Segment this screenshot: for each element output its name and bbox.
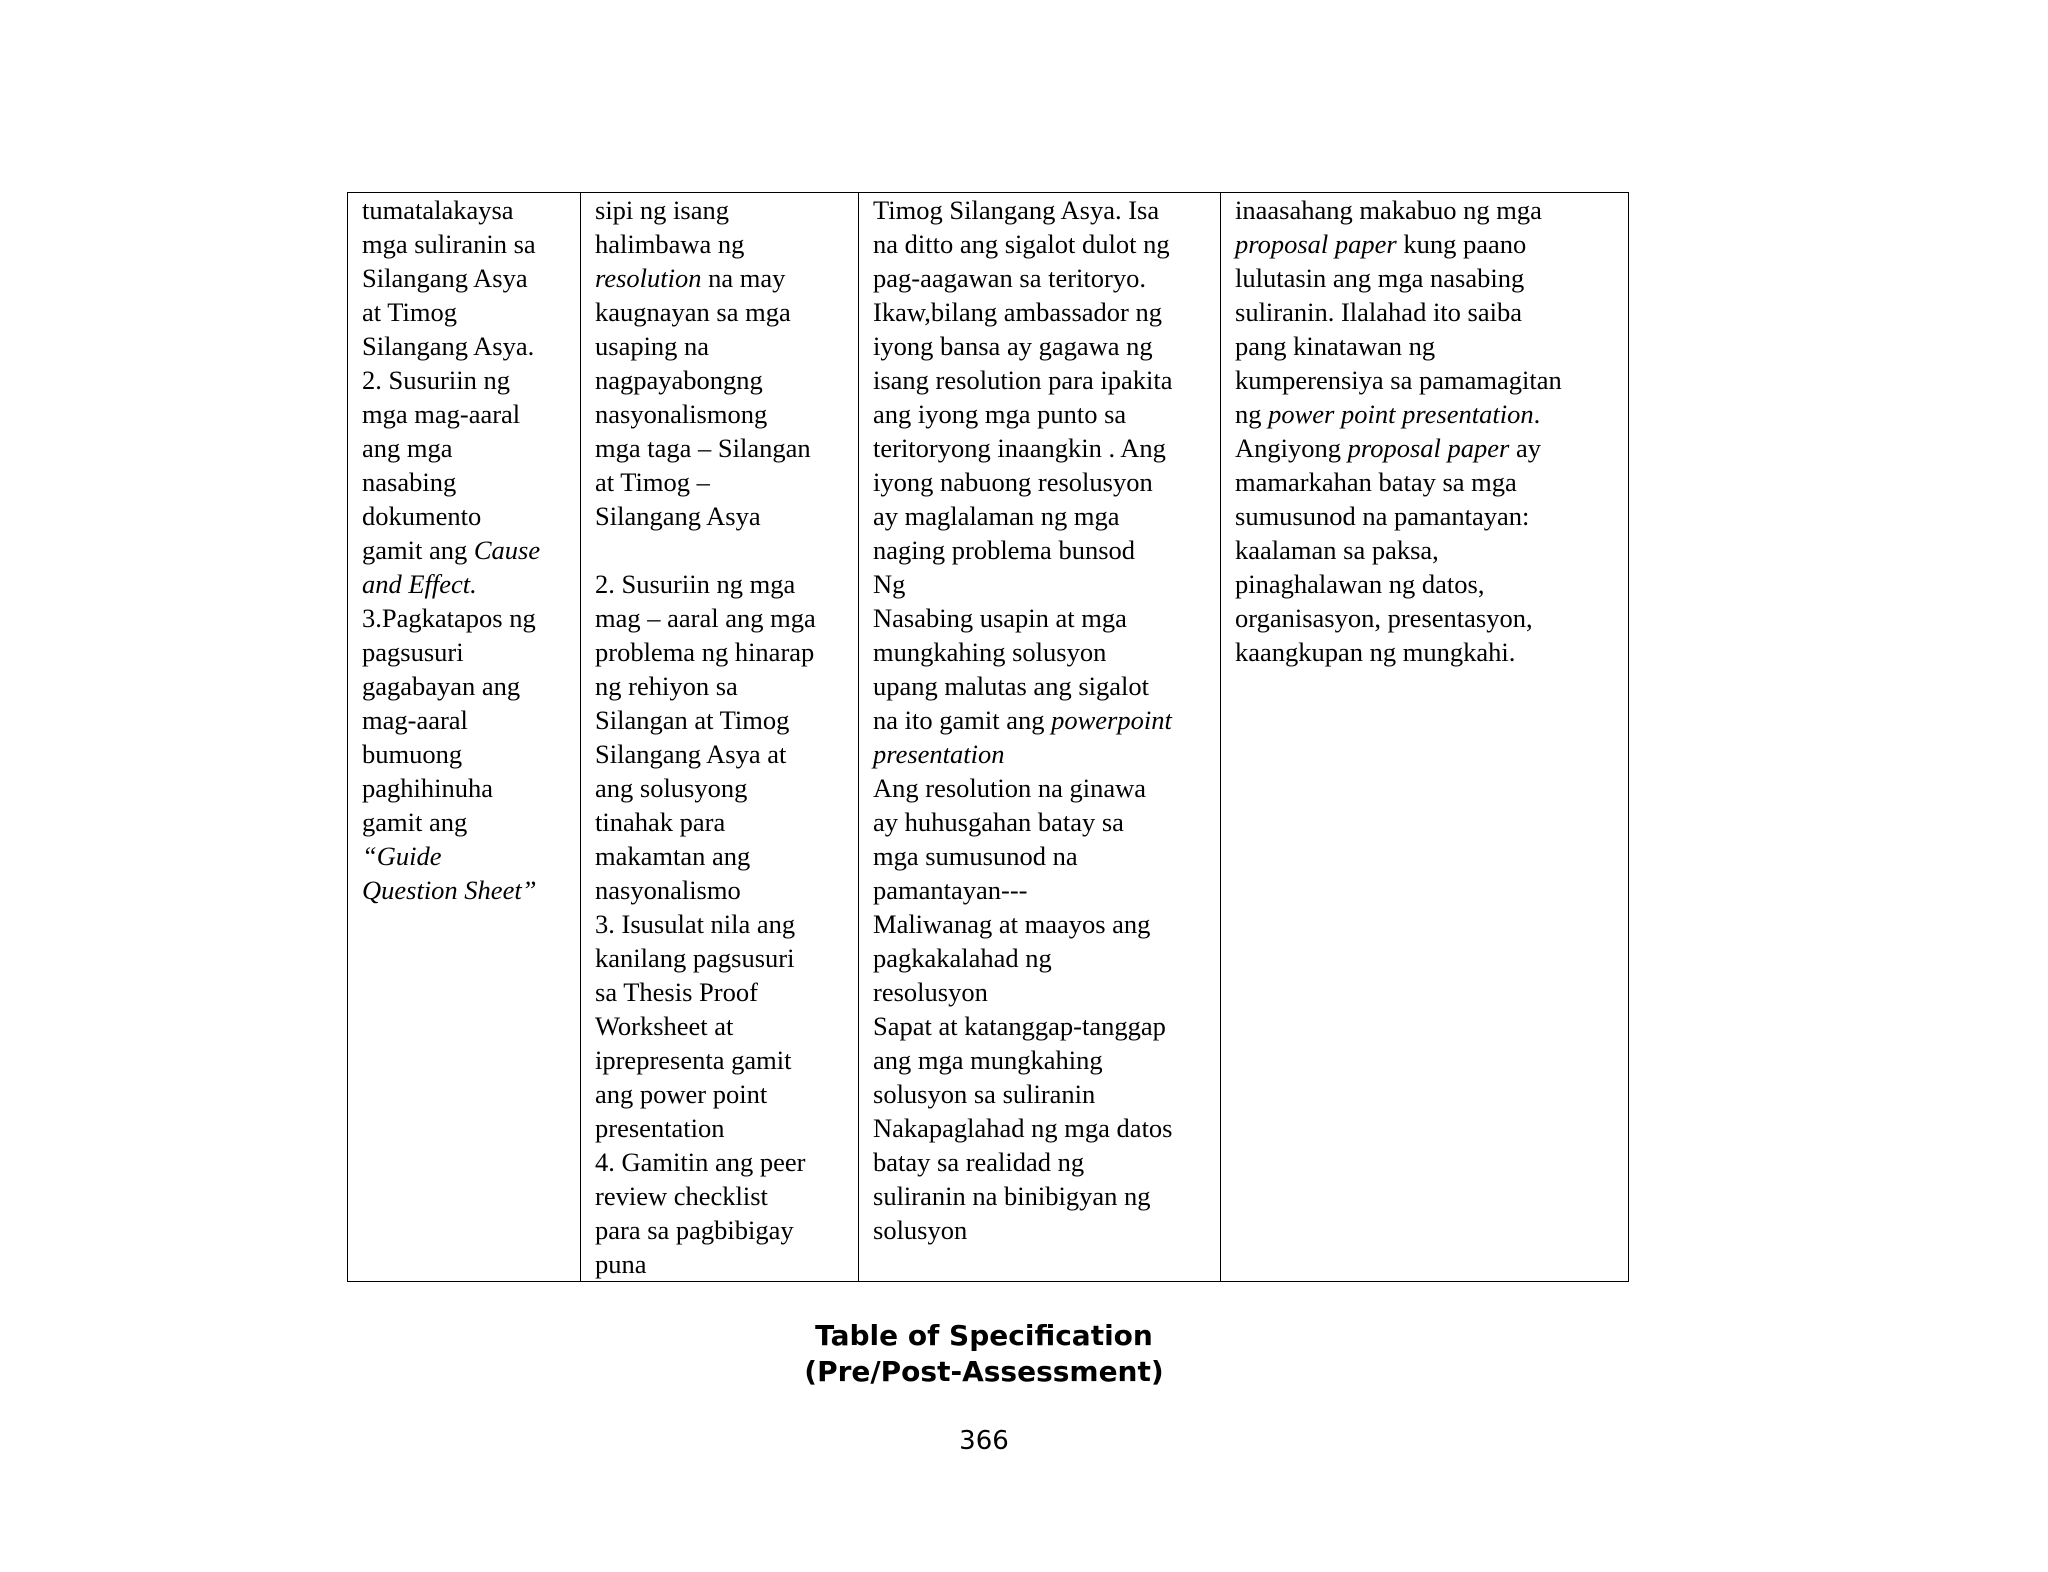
text: mag – aaral ang mga [595,603,816,633]
cell-text-line [1235,499,1618,533]
italic-text: proposal paper [1235,229,1397,259]
cell-text-line [362,363,570,397]
text: teritoryong inaangkin . Ang [873,433,1166,463]
cell-text-line [873,1213,1210,1247]
italic-text: presentation [873,739,1005,769]
cell-text-line [362,567,570,601]
text: bumuong [362,739,463,769]
text: ay huhusgahan batay sa [873,807,1124,837]
text: na ito gamit ang [873,705,1052,735]
text: na ditto ang sigalot dulot ng [873,229,1170,259]
text: ay [1509,433,1541,463]
text: . [1533,399,1541,429]
text: nagpayabongng [595,365,763,395]
cell-text-line [873,567,1210,601]
cell-text-line [873,737,1210,771]
text: pagkakalahad ng [873,943,1052,973]
text: Worksheet at [595,1011,734,1041]
text: Ikaw,bilang ambassador ng [873,297,1162,327]
cell-text-line [595,363,848,397]
cell-text-line [595,635,848,669]
text: ng rehiyon sa [595,671,738,701]
cell-text-line [362,873,570,907]
text: pagsusuri [362,637,464,667]
cell-text-line [595,1145,848,1179]
text: usaping na [595,331,710,361]
text: mamarkahan batay sa mga [1235,467,1517,497]
cell-text-line [595,975,848,1009]
text: Nasabing usapin at mga [873,603,1127,633]
cell-text-line [595,805,848,839]
text: nasabing [362,467,457,497]
cell-text-line [873,193,1210,227]
cell-text-line [595,431,848,465]
text: gamit ang [362,535,474,565]
cell-text-line [595,737,848,771]
text: pamantayan--- [873,875,1028,905]
text: Silangang Asya [362,263,528,293]
cell-text-line [362,805,570,839]
text: ang mga mungkahing [873,1045,1103,1075]
text: nasyonalismong [595,399,768,429]
cell-text-line [595,873,848,907]
cell-text-line [873,1077,1210,1111]
table-caption-subtitle: (Pre/Post-Assessment) [804,1355,1164,1388]
text: kaalaman sa paksa, [1235,535,1439,565]
cell-text-line [595,329,848,363]
cell-text-line [873,805,1210,839]
text: pang kinatawan ng [1235,331,1436,361]
text: sipi ng isang [595,195,729,225]
text: ang iyong mga punto sa [873,399,1127,429]
text: kung paano [1396,229,1527,259]
text: gagabayan ang [362,671,521,701]
text: solusyon [873,1215,968,1245]
text: para sa pagbibigay [595,1215,794,1245]
text: 3.Pagkatapos ng [362,603,536,633]
text: mga mag-aaral [362,399,521,429]
text: naging problema bunsod [873,535,1136,565]
cell-text-line [362,669,570,703]
text: tinahak para [595,807,726,837]
cell-text-line [362,227,570,261]
cell-text-line [362,771,570,805]
cell-text-line [595,295,848,329]
cell-text-line [1235,261,1618,295]
text: presentation [595,1113,725,1143]
text: 2. Susuriin ng [362,365,510,395]
text: ang power point [595,1079,768,1109]
text: nasyonalismo [595,875,741,905]
table-row [348,193,1629,1282]
cell-text-line [595,669,848,703]
italic-text: “Guide [362,841,442,871]
cell-text-line [873,601,1210,635]
text: pinaghalawan ng datos, [1235,569,1485,599]
cell-text-line [595,1111,848,1145]
cell-text-line [595,907,848,941]
cell-text-line [595,1247,848,1281]
cell-text-line [873,261,1210,295]
text: mga taga – Silangan [595,433,811,463]
text: Ng [873,569,906,599]
cell-text-line [362,635,570,669]
text: iyong nabuong resolusyon [873,467,1153,497]
cell-text-line [595,193,848,227]
cell-text-line [362,737,570,771]
table-cell-column-2 [581,193,859,1282]
cell-text-line [362,703,570,737]
text: mga suliranin sa [362,229,536,259]
text: suliranin. Ilalahad ito saiba [1235,297,1522,327]
text: ang mga [362,433,453,463]
text: ang solusyong [595,773,748,803]
cell-text-line [595,1213,848,1247]
cell-text-line [873,1111,1210,1145]
cell-text-line [595,465,848,499]
cell-text-line [873,941,1210,975]
table-caption-title: Table of Specification [815,1319,1153,1352]
text: Ang resolution na ginawa [873,773,1147,803]
cell-text-line [595,839,848,873]
cell-text-line [873,839,1210,873]
cell-text-line [873,907,1210,941]
cell-text-line [362,839,570,873]
cell-text-line [1235,363,1618,397]
cell-text-line [595,567,848,601]
cell-text-line [362,431,570,465]
text: dokumento [362,501,482,531]
text: Angiyong [1235,433,1348,463]
cell-text-line [1235,227,1618,261]
specification-table [347,192,1629,1282]
cell-text-line [595,533,848,567]
cell-text-line [595,941,848,975]
text: na may [701,263,786,293]
cell-text-line [1235,465,1618,499]
cell-text-line [1235,567,1618,601]
cell-text-line [595,703,848,737]
cell-text-line [873,295,1210,329]
text: Silangang Asya at [595,739,787,769]
cell-text-line [873,1043,1210,1077]
text: solusyon sa suliranin [873,1079,1096,1109]
cell-text-line [873,703,1210,737]
text: iyong bansa ay gagawa ng [873,331,1153,361]
cell-text-line [362,329,570,363]
text: at Timog [362,297,458,327]
cell-text-line [873,669,1210,703]
cell-text-line [873,1145,1210,1179]
text: sa Thesis Proof [595,977,758,1007]
cell-text-line [1235,295,1618,329]
cell-text-line [1235,533,1618,567]
text: lulutasin ang mga nasabing [1235,263,1525,293]
text: kaugnayan sa mga [595,297,791,327]
text: pag-aagawan sa teritoryo. [873,263,1146,293]
italic-text: power point presentation [1268,399,1534,429]
cell-text-line [362,261,570,295]
cell-text-line [873,635,1210,669]
cell-text-line [362,533,570,567]
text: Silangan at Timog [595,705,790,735]
cell-text-line [362,397,570,431]
cell-text-line [873,533,1210,567]
table-cell-column-1 [348,193,581,1282]
text: Silangang Asya. [362,331,535,361]
text: Sapat at katanggap-tanggap [873,1011,1166,1041]
text: Timog Silangang Asya. Isa [873,195,1160,225]
cell-text-line [362,295,570,329]
text: Nakapaglahad ng mga datos [873,1113,1173,1143]
cell-text-line [595,227,848,261]
italic-text: Cause [473,535,541,565]
text: sumusunod na pamantayan: [1235,501,1530,531]
text: suliranin na binibigyan ng [873,1181,1151,1211]
text: ng [1235,399,1269,429]
cell-text-line [873,975,1210,1009]
cell-text-line [873,465,1210,499]
text: paghihinuha [362,773,493,803]
text: mungkahing solusyon [873,637,1107,667]
text: kaangkupan ng mungkahi. [1235,637,1516,667]
text: halimbawa ng [595,229,745,259]
text: puna [595,1249,647,1279]
cell-text-line [873,1179,1210,1213]
cell-text-line [873,227,1210,261]
cell-text-line [362,499,570,533]
cell-text-line [595,1077,848,1111]
cell-text-line [873,873,1210,907]
cell-text-line [1235,601,1618,635]
italic-text: powerpoint [1051,705,1172,735]
text: kanilang pagsusuri [595,943,795,973]
text: at Timog – [595,467,710,497]
cell-text-line [873,431,1210,465]
text: isang resolution para ipakita [873,365,1173,395]
text: 2. Susuriin ng mga [595,569,796,599]
text: upang malutas ang sigalot [873,671,1149,701]
text: 3. Isusulat nila ang [595,909,796,939]
cell-text-line [873,329,1210,363]
text: tumatalakaysa [362,195,514,225]
cell-text-line [362,465,570,499]
text: Silangang Asya [595,501,761,531]
cell-text-line [873,771,1210,805]
text: Maliwanag at maayos ang [873,909,1151,939]
cell-text-line [595,1009,848,1043]
cell-text-line [362,193,570,227]
text: iprepresenta gamit [595,1045,792,1075]
text: makamtan ang [595,841,751,871]
text: batay sa realidad ng [873,1147,1085,1177]
cell-text-line [595,261,848,295]
cell-text-line [595,1179,848,1213]
cell-text-line [873,499,1210,533]
cell-text-line [873,363,1210,397]
cell-text-line [595,397,848,431]
text: review checklist [595,1181,768,1211]
text: organisasyon, presentasyon, [1235,603,1533,633]
cell-text-line [1235,193,1618,227]
cell-text-line [595,1043,848,1077]
text: kumperensiya sa pamamagitan [1235,365,1562,395]
text: problema ng hinarap [595,637,815,667]
table-cell-column-3 [859,193,1221,1282]
text: mag-aaral [362,705,468,735]
cell-text-line [1235,329,1618,363]
text: 4. Gamitin ang peer [595,1147,806,1177]
cell-text-line [873,397,1210,431]
page-number: 366 [959,1426,1009,1456]
cell-text-line [1235,431,1618,465]
text: ay maglalaman ng mga [873,501,1120,531]
text: resolusyon [873,977,988,1007]
text: mga sumusunod na [873,841,1078,871]
italic-text: and Effect. [362,569,477,599]
italic-text: Question Sheet” [362,875,537,905]
cell-text-line [1235,635,1618,669]
cell-text-line [595,601,848,635]
cell-text-line [595,771,848,805]
italic-text: resolution [595,263,702,293]
text: gamit ang [362,807,468,837]
text: inaasahang makabuo ng mga [1235,195,1542,225]
italic-text: proposal paper [1347,433,1510,463]
cell-text-line [873,1009,1210,1043]
cell-text-line [595,499,848,533]
table-cell-column-4 [1221,193,1629,1282]
cell-text-line [362,601,570,635]
cell-text-line [1235,397,1618,431]
